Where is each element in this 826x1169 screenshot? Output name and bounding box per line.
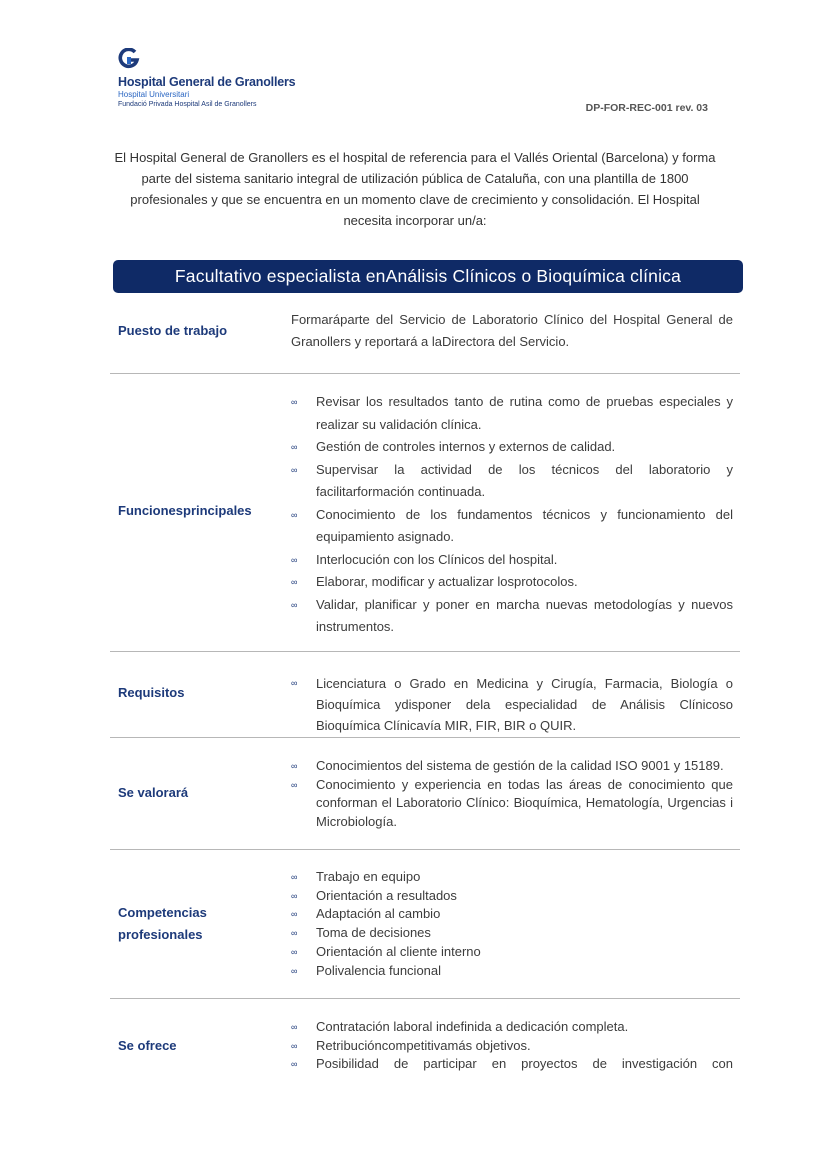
label-ofrece: Se ofrece: [118, 1038, 177, 1053]
list-item: ∞ Interlocución con los Clínicos del hospital.: [291, 549, 733, 572]
puesto-text: Formaráparte del Servicio de Laboratorio Clínico del Hospital General de Granollers y reportará a laDirectora del Servicio.: [291, 312, 733, 349]
logo-name: Hospital General de Granollers: [118, 75, 296, 89]
intro-paragraph: El Hospital General de Granollers es el hospital de referencia para el Vallés Oriental (Barcelona) y forma parte del sistema sanitario integral de utilización pública de Cataluña, con una plantilla de 1800 profesionales y que se encuentra en un momento clave de crecimiento y consolidación. El Hospital necesita incorporar un/a:: [114, 150, 716, 228]
competencias-list: [291, 868, 733, 980]
job-title-banner: Facultativo especialista enAnálisis Clínicos o Bioquímica clínica: [113, 260, 743, 293]
label-puesto: Puesto de trabajo: [118, 323, 228, 338]
hospital-g-logo-icon: [118, 48, 140, 70]
funciones-list: [291, 391, 733, 639]
label-funciones: Funcionesprincipales: [118, 503, 252, 518]
list-item: ∞ Elaborar, modificar y actualizar losprotocolos.: [291, 571, 733, 594]
document-reference: DP-FOR-REC-001 rev. 03: [585, 102, 708, 114]
list-item: ∞ Contratación laboral indefinida a dedicación completa.: [291, 1018, 733, 1037]
list-item: ∞ Orientación a resultados: [291, 887, 733, 906]
list-item: ∞ Conocimiento de los fundamentos técnicos y funcionamiento del equipamiento asignado.: [291, 504, 733, 549]
valorara-list: [291, 757, 733, 832]
list-item: ∞ Supervisar la actividad de los técnicos del laboratorio y facilitarformación continuada.: [291, 459, 733, 504]
label-competencias: [118, 902, 207, 946]
list-item: ∞ Retribucióncompetitivamás objetivos.: [291, 1037, 733, 1056]
requisitos-list: [291, 673, 733, 736]
list-item: ∞ Posibilidad de participar en proyectos de investigación con: [291, 1055, 733, 1074]
logo-foundation: Fundació Privada Hospital Asil de Granollers: [118, 101, 257, 108]
ofrece-list: [291, 1018, 733, 1074]
list-item: ∞ Revisar los resultados tanto de rutina como de pruebas especiales y realizar su validación clínica.: [291, 391, 733, 436]
logo-subtitle: Hospital Universitari: [118, 90, 190, 99]
list-item: ∞ Gestión de controles internos y externos de calidad.: [291, 436, 733, 459]
label-competencias-line2: profesionales: [118, 927, 203, 942]
list-item: ∞ Conocimientos del sistema de gestión de la calidad ISO 9001 y 15189.: [291, 757, 733, 776]
label-competencias-line1: Competencias: [118, 905, 207, 920]
label-valorara: Se valorará: [118, 785, 189, 800]
divider: [110, 998, 740, 999]
divider: [110, 849, 740, 850]
list-item: ∞ Polivalencia funcional: [291, 962, 733, 981]
divider: [110, 651, 740, 652]
divider: [110, 737, 740, 738]
list-item: ∞ Adaptación al cambio: [291, 905, 733, 924]
list-item: ∞ Validar, planificar y poner en marcha nuevas metodologías y nuevos instrumentos.: [291, 594, 733, 639]
label-requisitos: Requisitos: [118, 685, 185, 700]
list-item: ∞ Licenciatura o Grado en Medicina y Cirugía, Farmacia, Biología o Bioquímica ydisponer dela especialidad de Análisis Clínicoso Bioquímica Clínicavía MIR, FIR, BIR o QUIR.: [291, 673, 733, 736]
list-item: ∞ Toma de decisiones: [291, 924, 733, 943]
list-item: ∞ Trabajo en equipo: [291, 868, 733, 887]
list-item: ∞ Conocimiento y experiencia en todas las áreas de conocimiento que conforman el Laboratorio Clínico: Bioquímica, Hematología, Urgencias i Microbiología.: [291, 776, 733, 832]
divider: [110, 373, 740, 374]
list-item: ∞ Orientación al cliente interno: [291, 943, 733, 962]
